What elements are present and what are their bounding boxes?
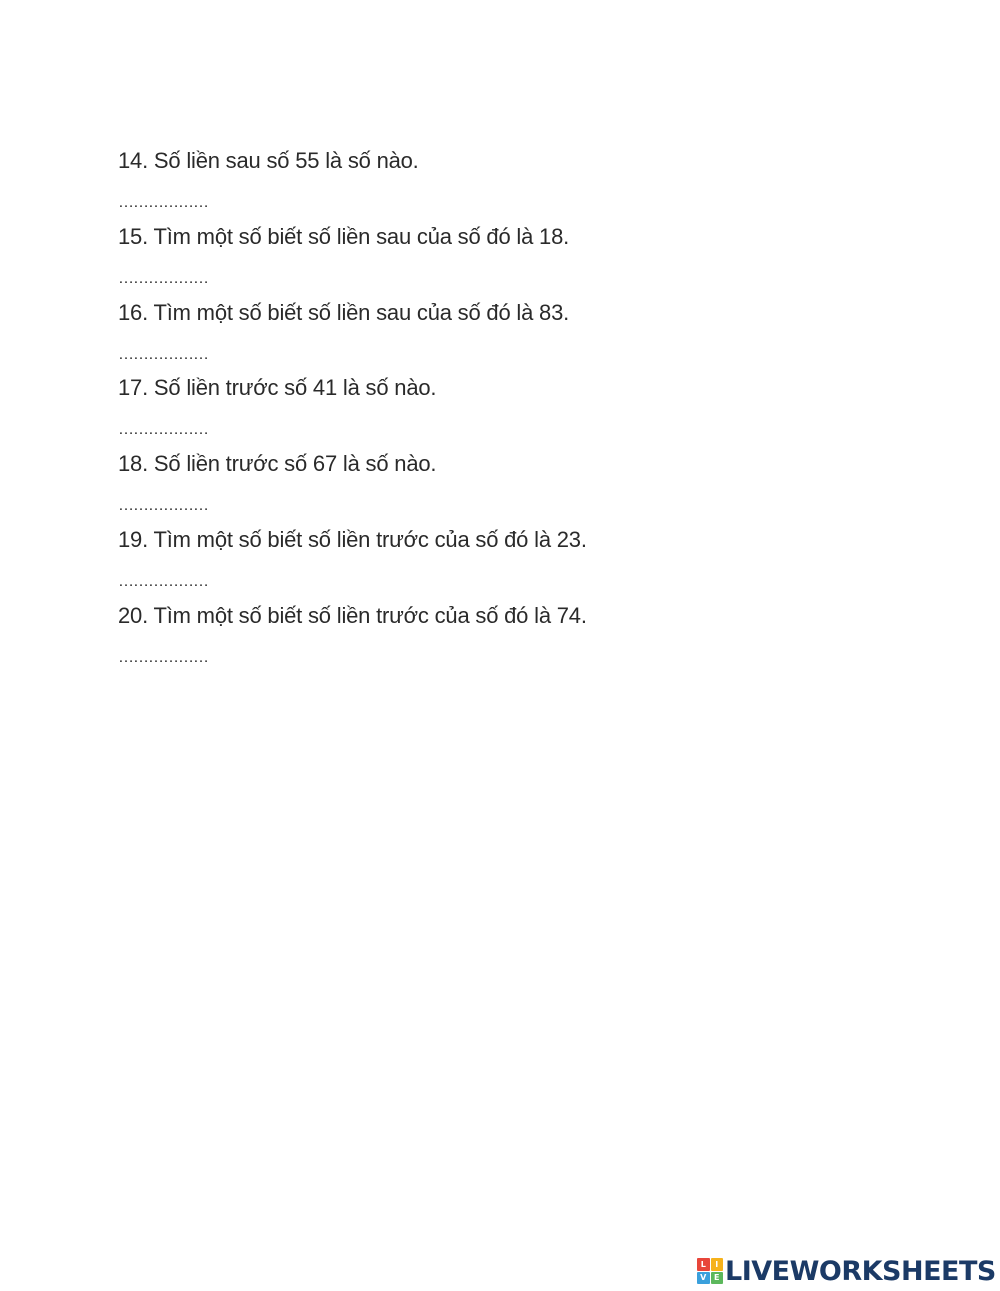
logo-mark-icon [697,1258,723,1284]
answer-blank[interactable]: ……………… [118,345,208,363]
logo-mark-cell: V [697,1272,710,1285]
answer-blank[interactable]: ……………… [118,269,208,287]
answer-blank[interactable]: ……………… [118,421,208,439]
answer-blank[interactable]: ……………… [118,497,208,515]
question-17 [118,370,918,446]
question-text: 17. Số liền trước số 41 là số nào. [118,375,437,401]
logo-mark-cell: E [711,1272,724,1285]
logo-mark-cell: I [711,1258,724,1271]
question-text: 20. Tìm một số biết số liền trước của số đó là 74. [118,602,587,628]
question-18 [118,446,918,522]
question-20 [118,598,918,674]
worksheet [118,143,918,674]
question-text: 16. Tìm một số biết số liền sau của số đó là 83. [118,299,570,325]
question-14 [118,143,918,219]
liveworksheets-logo [697,1255,996,1287]
question-19 [118,522,918,598]
logo-mark-cell: L [697,1258,710,1271]
question-text: 14. Số liền sau số 55 là số nào. [118,148,419,173]
question-16 [118,295,918,371]
answer-blank[interactable]: ……………… [118,572,208,590]
question-15 [118,219,918,295]
question-text: 15. Tìm một số biết số liền sau của số đó là 18. [118,223,570,249]
logo-text: LIVEWORKSHEETS [725,1255,996,1287]
question-text: 19. Tìm một số biết số liền trước của số đó là 23. [118,526,587,552]
answer-blank[interactable]: ……………… [118,648,208,666]
question-text: 18. Số liền trước số 67 là số nào. [118,451,437,477]
answer-blank[interactable]: ……………… [118,194,208,211]
